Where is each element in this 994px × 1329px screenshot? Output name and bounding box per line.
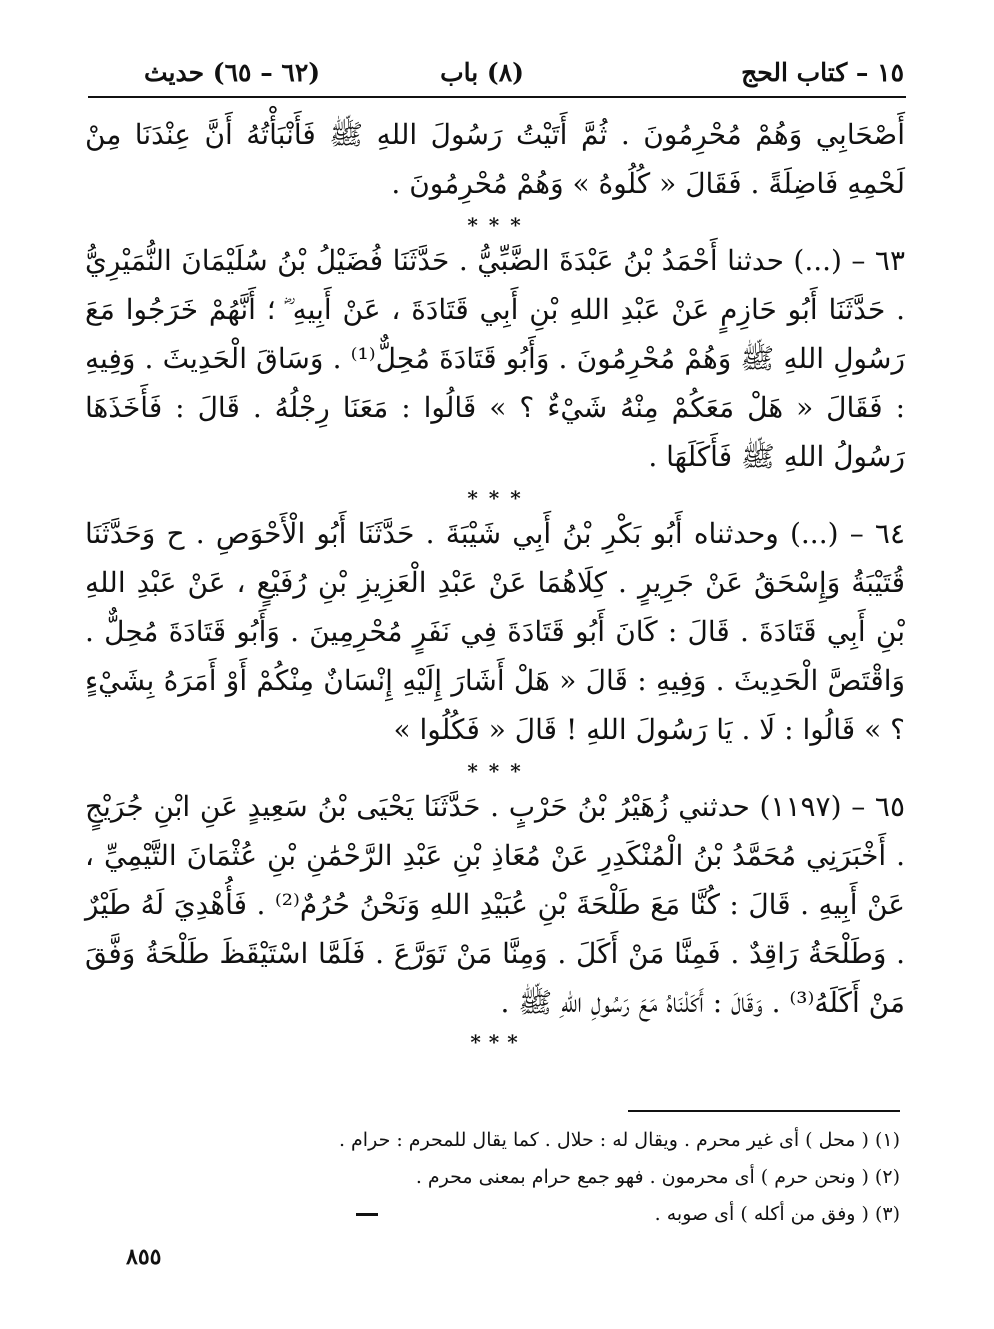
footnote-1: (١) ( محل ) أى غير محرم . ويقال له : حلال . كما يقال للمحرم : حرام . bbox=[338, 1129, 900, 1151]
footnotes bbox=[300, 1122, 900, 1233]
main-text bbox=[85, 110, 905, 1053]
hadith-range: (٦٢ – ٦٥) حديث bbox=[144, 58, 321, 87]
footnote-3: (٣) ( وفق من أكله ) أى صوبه . bbox=[654, 1203, 900, 1225]
hadith-63: ٦٣ – (...) حدثنا أَحْمَدُ بْنُ عَبْدَةَ الضَّبِّيُّ . حَدَّثَنَا فُضَيْلُ بْنُ سُلَيْمَانَ النُّمَيْرِيُّ . حَدَّثَنَا أَبُو حَازِمٍ عَنْ عَبْدِ اللهِ بْنِ أَبِي قَتَادَةَ ، عَنْ أَبِيهِ ؓ ؛ أَنَّهُمْ خَرَجُوا مَعَ رَسُولِ اللهِ ﷺ وَهُمْ مُحْرِمُونَ . وَأَبُو قَتَادَةَ مُحِلٌّ⁽¹⁾ . وَسَاقَ الْحَدِيثَ . وَفِيهِ : فَقَالَ « هَلْ مَعَكُمْ مِنْهُ شَيْءٌ ؟ » قَالُوا : مَعَنَا رِجْلُهُ . قَالَ : فَأَخَذَهَا رَسُولُ اللهِ ﷺ فَأَكَلَهَا . bbox=[85, 244, 905, 473]
footnote-rule bbox=[628, 1110, 900, 1112]
page-number: ٨٥٥ bbox=[126, 1244, 162, 1270]
margin-dash bbox=[356, 1213, 378, 1216]
end-stars: * * * bbox=[470, 1030, 520, 1054]
footnote-2: (٢) ( ونحن حرم ) أى محرمون . فهو جمع حرام بمعنى محرم . bbox=[415, 1166, 900, 1188]
hadith-65: ٦٥ – (١١٩٧) حدثني زُهَيْرُ بْنُ حَرْبٍ . حَدَّثَنَا يَحْيَى بْنُ سَعِيدٍ عَنِ ابْنِ جُرَيْجٍ . أَخْبَرَنِي مُحَمَّدُ بْنُ الْمُنْكَدِرِ عَنْ مُعَاذِ بْنِ عَبْدِ الرَّحْمَٰنِ بْنِ عُثْمَانَ التَّيْمِيِّ ، عَنْ أَبِيهِ . قَالَ : كُنَّا مَعَ طَلْحَةَ بْنِ عُبَيْدِ اللهِ وَنَحْنُ حُرُمٌ⁽²⁾ . فَأُهْدِيَ لَهُ طَيْرٌ . وَطَلْحَةُ رَاقِدٌ . فَمِنَّا مَنْ أَكَلَ . وَمِنَّا مَنْ تَوَرَّعَ . فَلَمَّا اسْتَيْقَظَ طَلْحَةُ وَفَّقَ مَنْ أَكَلَهُ⁽³⁾ . وَقَالَ : أَكَلْنَاهُ مَعَ رَسُولِ اللهِ ﷺ . bbox=[85, 790, 905, 1019]
separator-stars: * * * bbox=[467, 759, 523, 783]
header-rule bbox=[88, 96, 906, 98]
running-header bbox=[92, 54, 904, 94]
hadith-64: ٦٤ – (...) وحدثناه أَبُو بَكْرِ بْنُ أَبِي شَيْبَةَ . حَدَّثَنَا أَبُو الْأَحْوَصِ . ح وَحَدَّثَنَا قُتَيْبَةُ وَإِسْحَقُ عَنْ جَرِيرٍ . كِلَاهُمَا عَنْ عَبْدِ الْعَزِيزِ بْنِ رُفَيْعٍ ، عَنْ عَبْدِ اللهِ بْنِ أَبِي قَتَادَةَ . قَالَ : كَانَ أَبُو قَتَادَةَ فِي نَفَرٍ مُحْرِمِينَ . وَأَبُو قَتَادَةَ مُحِلٌّ . وَاقْتَصَّ الْحَدِيثَ . وَفِيهِ : قَالَ « هَلْ أَشَارَ إِلَيْهِ إِنْسَانٌ مِنْكُمْ أَوْ أَمَرَهُ بِشَيْءٍ ؟ » قَالُوا : لَا . يَا رَسُولَ اللهِ ! قَالَ « فَكُلُوا » bbox=[85, 517, 905, 746]
separator-stars: * * * bbox=[467, 486, 523, 510]
paragraph-continuation: أَصْحَابِي وَهُمْ مُحْرِمُونَ . ثُمَّ أَتَيْتُ رَسُولَ اللهِ ﷺ فَأَنْبَأْتُهُ أَنَّ عِنْدَنَا مِنْ لَحْمِهِ فَاضِلَةً . فَقَالَ « كُلُوهُ » وَهُمْ مُحْرِمُونَ . bbox=[85, 118, 905, 200]
separator-stars: * * * bbox=[467, 213, 523, 237]
book-title: ١٥ – كتاب الحج bbox=[741, 58, 904, 87]
chapter-label: (٨) باب bbox=[440, 58, 524, 87]
